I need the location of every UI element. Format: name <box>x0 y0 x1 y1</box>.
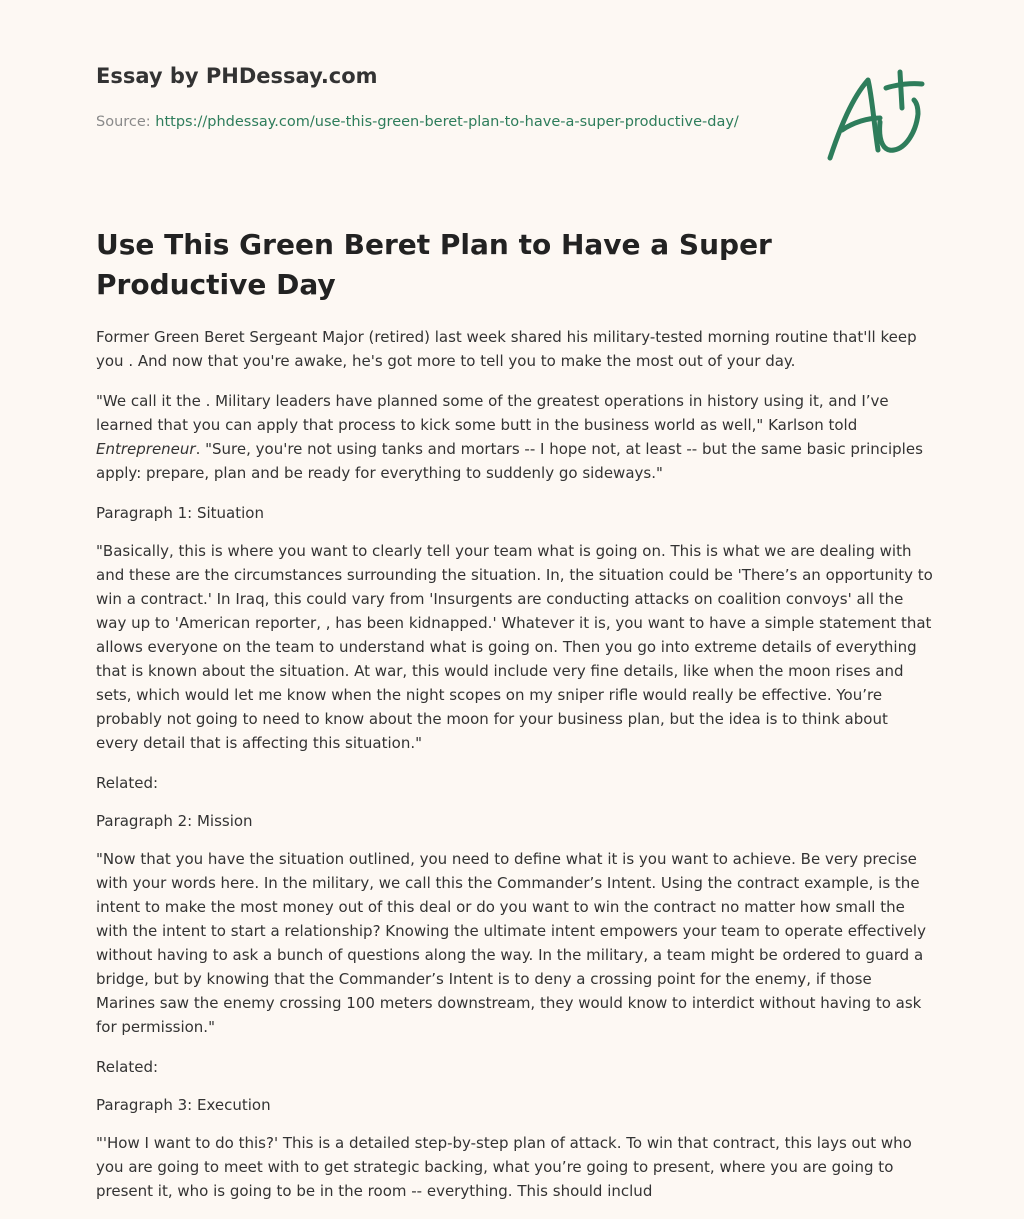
source-link[interactable]: https://phdessay.com/use-this-green-beret-plan-to-have-a-super-productive-day/ <box>155 114 739 130</box>
paragraph: Former Green Beret Sergeant Major (retired) last week shared his military-tested morning routine that'll keep you . And now that you're awake, he's got more to tell you to make the most out of your day. <box>96 328 917 370</box>
paragraph: "Now that you have the situation outlined, you need to define what it is you want to achieve. Be very precise with your words here. In the military, we call this the Commander’s Intent. Using the contract example, is the intent to make the most money out of this deal or do you want to win the contract no matter how small the with the intent to start a relationship? Knowing the ultimate intent empowers your team to operate effectively without having to ask a bunch of questions along the way. In the military, a team might be ordered to guard a bridge, but by knowing that the Commander’s Intent is to deny a crossing point for the enemy, if those Marines saw the enemy crossing 100 meters downstream, they would know to interdict without having to ask for permission." <box>96 850 926 1036</box>
section-heading-execution: Paragraph 3: Execution <box>96 1096 271 1114</box>
essay-title: Use This Green Beret Plan to Have a Super Productive Day <box>96 228 772 301</box>
site-title: Essay by PHDessay.com <box>96 64 378 88</box>
essay-body <box>96 325 934 1219</box>
source-line <box>96 111 776 134</box>
paragraph <box>96 389 934 485</box>
section-heading-situation: Paragraph 1: Situation <box>96 504 264 522</box>
paragraph-text: . "Sure, you're not using tanks and mortars -- I hope not, at least -- but the same basic principles apply: prepare, plan and be ready for everything to suddenly go sideways." <box>96 440 923 482</box>
related-label: Related: <box>96 774 159 792</box>
section-heading-mission: Paragraph 2: Mission <box>96 812 253 830</box>
source-label: Source: <box>96 114 156 130</box>
a-plus-grade-icon <box>822 66 932 170</box>
paragraph-text: "We call it the . Military leaders have planned some of the greatest operations in history using it, and I’ve learned that you can apply that process to kick some butt in the business world as well," Karlson told <box>96 392 889 434</box>
paragraph: "Basically, this is where you want to clearly tell your team what is going on. This is what we are dealing with and these are the circumstances surrounding the situation. In, the situation could be 'There’s an opportunity to win a contract.' In Iraq, this could vary from 'Insurgents are conducting attacks on coalition convoys' all the way up to 'American reporter, , has been kidnapped.' Whatever it is, you want to have a simple statement that allows everyone on the team to understand what is going on. Then you go into extreme details of everything that is known about the situation. At war, this would include very fine details, like when the moon rises and sets, which would let me know when the night scopes on my sniper rifle would really be effective. You’re probably not going to need to know about the moon for your business plan, but the idea is to think about every detail that is affecting this situation." <box>96 542 933 752</box>
paragraph: "'How I want to do this?' This is a detailed step-by-step plan of attack. To win that contract, this lays out who you are going to meet with to get strategic backing, what you’re going to present, where you are going to present it, who is going to be in the room -- everything. This should includ <box>96 1134 912 1200</box>
publication-name: Entrepreneur <box>96 440 196 458</box>
related-label: Related: <box>96 1058 159 1076</box>
